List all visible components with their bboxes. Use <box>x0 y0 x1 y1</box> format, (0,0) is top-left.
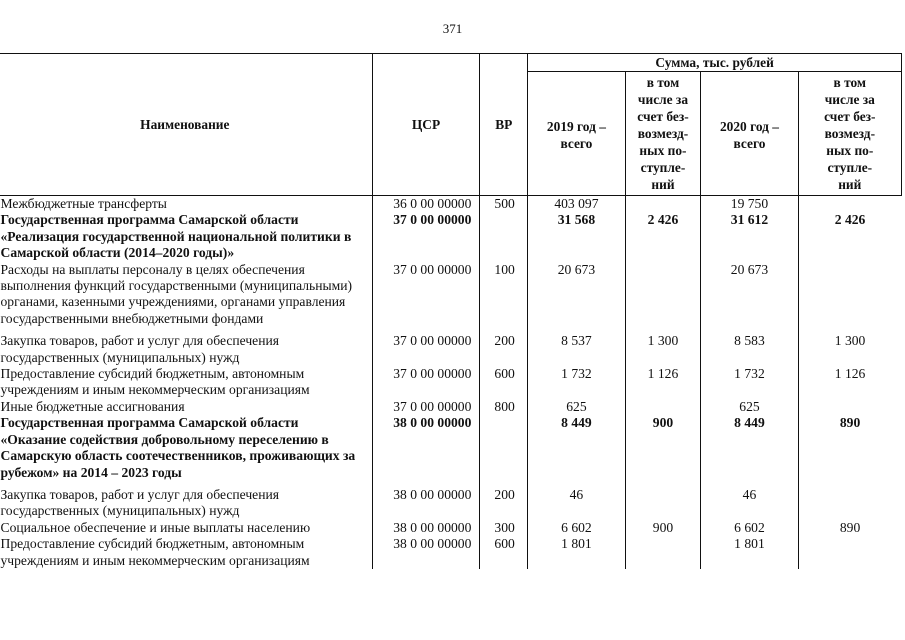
row-2020-total: 20 673 <box>701 262 798 334</box>
table-row <box>0 262 902 334</box>
row-vr: 200 <box>480 487 528 520</box>
table-row <box>0 415 902 487</box>
row-csr: 38 0 00 00000 <box>372 415 480 487</box>
row-2019-free: 1 126 <box>625 366 701 399</box>
row-2019-free: 900 <box>625 415 701 487</box>
row-2019-free: 2 426 <box>625 212 701 261</box>
row-name: Межбюджетные трансферты <box>0 196 167 211</box>
row-vr: 600 <box>480 536 528 569</box>
row-2019-free: 1 300 <box>625 333 701 366</box>
row-csr: 38 0 00 00000 <box>372 520 480 536</box>
row-2019-total: 1 732 <box>528 366 625 399</box>
row-2020-total: 31 612 <box>701 212 798 261</box>
row-2020-total: 1 801 <box>701 536 798 569</box>
row-2020-free: 1 300 <box>798 333 901 366</box>
row-csr: 38 0 00 00000 <box>372 536 480 569</box>
row-name: Государственная программа Самарской области «Реализация государственной национальной политики в Самарской области (2014–2020 годы)» <box>0 212 352 261</box>
row-csr: 37 0 00 00000 <box>372 262 480 334</box>
row-2019-free <box>625 196 701 213</box>
table-row <box>0 487 902 520</box>
row-name: Предоставление субсидий бюджетным, автономным учреждениям и иным некоммерческим организациям <box>0 366 310 398</box>
row-2019-free <box>625 399 701 415</box>
page-number: 371 <box>442 21 463 36</box>
row-csr: 38 0 00 00000 <box>372 487 480 520</box>
budget-table <box>0 53 902 569</box>
row-name: Социальное обеспечение и иные выплаты населению <box>0 519 311 535</box>
table-body <box>0 196 902 569</box>
table-row <box>0 520 902 536</box>
row-vr <box>480 212 528 261</box>
row-2020-total: 625 <box>701 399 798 415</box>
row-2020-total: 8 449 <box>701 415 798 487</box>
row-2020-total: 6 602 <box>701 520 798 536</box>
row-csr: 37 0 00 00000 <box>372 399 480 415</box>
row-vr: 500 <box>480 196 528 213</box>
row-2019-free <box>625 536 701 569</box>
row-2019-total: 6 602 <box>528 520 625 536</box>
row-name: Закупка товаров, работ и услуг для обеспечения государственных (муниципальных) нужд <box>0 333 279 365</box>
header-2019-free: в том числе за счет без- возмезд- ных по- ступле- ний <box>625 72 701 196</box>
table-row <box>0 333 902 366</box>
row-2020-free <box>798 399 901 415</box>
row-csr: 36 0 00 00000 <box>372 196 480 213</box>
row-2019-total: 403 097 <box>528 196 625 213</box>
row-name: Предоставление субсидий бюджетным, автономным учреждениям и иным некоммерческим организациям <box>0 536 310 568</box>
row-2019-free <box>625 487 701 520</box>
table-row <box>0 536 902 569</box>
row-2019-total: 8 537 <box>528 333 625 366</box>
header-name: Наименование <box>0 54 372 196</box>
row-2019-total: 20 673 <box>528 262 625 334</box>
table-row <box>0 399 902 415</box>
table-row <box>0 366 902 399</box>
row-2020-free: 890 <box>798 520 901 536</box>
row-2019-total: 1 801 <box>528 536 625 569</box>
row-2020-total: 19 750 <box>701 196 798 213</box>
row-csr: 37 0 00 00000 <box>372 212 480 261</box>
header-sum-group: Сумма, тыс. рублей <box>528 54 902 72</box>
row-2020-free: 890 <box>798 415 901 487</box>
table-row <box>0 212 902 261</box>
header-2019-total: 2019 год – всего <box>528 72 625 196</box>
row-2019-total: 625 <box>528 399 625 415</box>
row-2020-free <box>798 487 901 520</box>
row-2020-free: 1 126 <box>798 366 901 399</box>
row-2020-free: 2 426 <box>798 212 901 261</box>
header-2020-free: в том числе за счет без- возмезд- ных по- ступле- ний <box>798 72 901 196</box>
header-vr: ВР <box>480 54 528 196</box>
row-2019-total: 46 <box>528 487 625 520</box>
row-2020-free <box>798 262 901 334</box>
row-csr: 37 0 00 00000 <box>372 366 480 399</box>
row-2020-total: 46 <box>701 487 798 520</box>
row-name: Закупка товаров, работ и услуг для обеспечения государственных (муниципальных) нужд <box>0 486 279 519</box>
row-2020-free <box>798 196 901 213</box>
row-2019-total: 8 449 <box>528 415 625 487</box>
row-2019-total: 31 568 <box>528 212 625 261</box>
row-2020-total: 8 583 <box>701 333 798 366</box>
row-2020-total: 1 732 <box>701 366 798 399</box>
table-row <box>0 196 902 213</box>
row-2019-free <box>625 262 701 334</box>
row-name: Расходы на выплаты персоналу в целях обеспечения выполнения функций государственными (муниципальными) органами, казенными учреждениями, органами управления государственными внебюджетными фондами <box>0 261 353 326</box>
row-vr: 200 <box>480 333 528 366</box>
row-csr: 37 0 00 00000 <box>372 333 480 366</box>
row-name: Государственная программа Самарской области «Оказание содействия добровольному переселению в Самарскую область соотечественников, проживающих за рубежом» на 2014 – 2023 годы <box>0 415 356 480</box>
table-header <box>0 54 902 196</box>
row-vr <box>480 415 528 487</box>
row-vr: 100 <box>480 262 528 334</box>
row-vr: 600 <box>480 366 528 399</box>
row-vr: 300 <box>480 520 528 536</box>
row-name: Иные бюджетные ассигнования <box>0 398 185 414</box>
header-csr: ЦСР <box>372 54 480 196</box>
row-2020-free <box>798 536 901 569</box>
header-2020-total: 2020 год – всего <box>701 72 798 196</box>
row-vr: 800 <box>480 399 528 415</box>
row-2019-free: 900 <box>625 520 701 536</box>
